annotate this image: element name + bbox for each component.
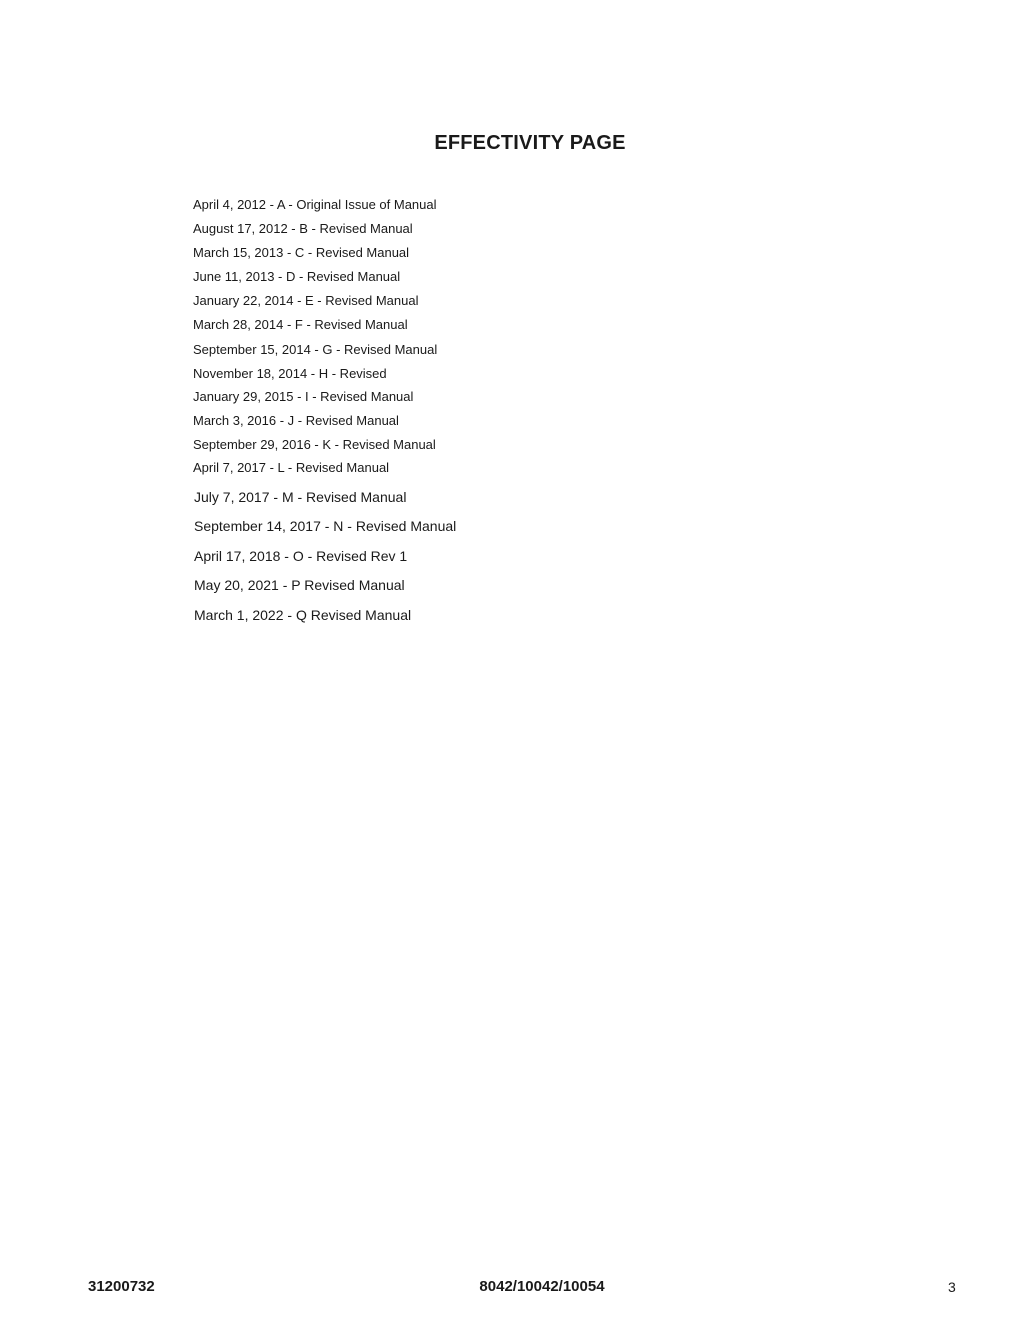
footer-part-number: 31200732 <box>88 1278 155 1295</box>
list-item: April 17, 2018 - O - Revised Rev 1 <box>194 548 408 564</box>
list-item: June 11, 2013 - D - Revised Manual <box>193 269 401 284</box>
list-item: April 7, 2017 - L - Revised Manual <box>193 460 390 475</box>
footer-page-number: 3 <box>948 1279 956 1295</box>
list-item: July 7, 2017 - M - Revised Manual <box>194 489 407 505</box>
footer-models: 8042/10042/10054 <box>479 1278 605 1295</box>
list-item: September 14, 2017 - N - Revised Manual <box>194 518 457 534</box>
list-item: January 22, 2014 - E - Revised Manual <box>193 293 419 308</box>
list-item: March 1, 2022 - Q Revised Manual <box>194 607 412 623</box>
list-item: September 15, 2014 - G - Revised Manual <box>193 342 438 357</box>
list-item: April 4, 2012 - A - Original Issue of Manual <box>193 197 437 212</box>
list-item: March 3, 2016 - J - Revised Manual <box>193 413 399 428</box>
list-item: March 28, 2014 - F - Revised Manual <box>193 317 408 332</box>
page-title: EFFECTIVITY PAGE <box>434 132 626 154</box>
list-item: August 17, 2012 - B - Revised Manual <box>193 221 413 236</box>
list-item: November 18, 2014 - H - Revised <box>193 366 387 381</box>
list-item: January 29, 2015 - I - Revised Manual <box>193 389 414 404</box>
list-item: May 20, 2021 - P Revised Manual <box>194 577 405 593</box>
list-item: March 15, 2013 - C - Revised Manual <box>193 245 410 260</box>
list-item: September 29, 2016 - K - Revised Manual <box>193 437 436 452</box>
